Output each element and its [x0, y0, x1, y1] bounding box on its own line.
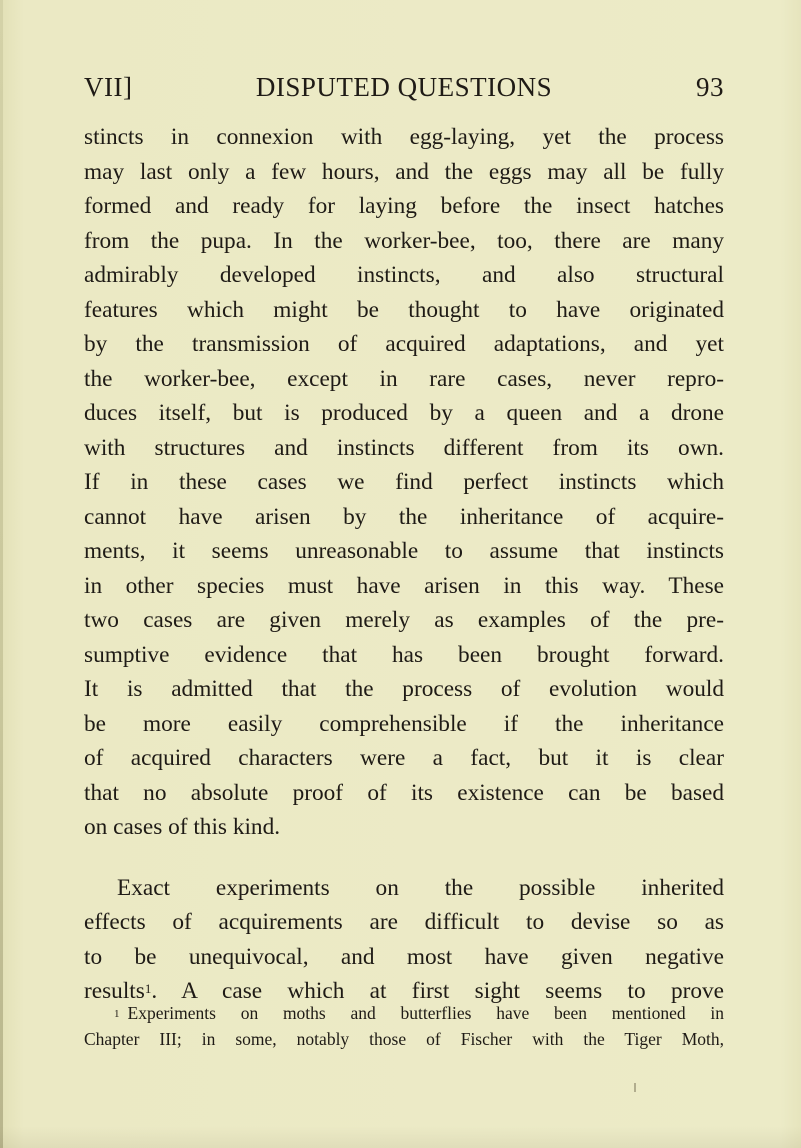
chapter-marker: VII] — [84, 72, 133, 102]
text-line: from the pupa. In the worker-bee, too, there are many — [84, 227, 724, 254]
text-line: Exact experiments on the possible inherited — [117, 874, 724, 901]
text-fragment: results — [84, 978, 145, 1004]
text-fragment: . A case which at first sight seems to prove — [151, 978, 724, 1004]
text-line: It is admitted that the process of evolution would — [84, 676, 724, 702]
paragraph-1 — [84, 120, 724, 845]
text-line: may last only a few hours, and the eggs may all be fully — [84, 158, 724, 185]
footnote-line: Chapter III; in some, notably those of Fischer with the Tiger Moth, — [84, 1029, 724, 1049]
paragraph-spacer — [84, 845, 724, 871]
running-header — [84, 72, 724, 108]
text-line: duces itself, but is produced by a queen and a drone — [84, 400, 724, 426]
text-line: on cases of this kind. — [84, 814, 281, 840]
text-line: stincts in connexion with egg-laying, yet the process — [84, 124, 724, 150]
text-line: be more easily comprehensible if the inheritance — [84, 710, 724, 737]
footnote-text: Experiments on moths and butterflies have been mentioned in — [127, 1003, 724, 1023]
text-line: with structures and instincts different from its own. — [84, 434, 724, 461]
text-line: by the transmission of acquired adaptations, and yet — [84, 331, 724, 357]
running-title: DISPUTED QUESTIONS — [255, 72, 553, 102]
footnote-line — [84, 1000, 724, 1026]
page-gutter-edge — [0, 0, 3, 1148]
page-number: 93 — [696, 72, 724, 102]
text-line: two cases are given merely as examples of the pre- — [84, 607, 724, 633]
text-line: If in these cases we find perfect instincts which — [84, 469, 724, 495]
footnote-number: 1 — [114, 1008, 120, 1020]
footnote-reference[interactable]: 1 — [144, 981, 152, 996]
text-line: the worker-bee, except in rare cases, never repro- — [84, 365, 724, 392]
text-line: to be unequivocal, and most have given negative — [84, 943, 724, 970]
text-line: admirably developed instincts, and also structural — [84, 262, 724, 288]
text-line: sumptive evidence that has been brought forward. — [84, 641, 724, 668]
footnote-block — [84, 1000, 724, 1052]
print-speck — [634, 1083, 636, 1092]
text-line: in other species must have arisen in this way. These — [84, 572, 724, 599]
page-bottom-shadow — [0, 1126, 801, 1148]
text-line: of acquired characters were a fact, but it is clear — [84, 745, 724, 771]
text-line: cannot have arisen by the inheritance of acquire- — [84, 503, 724, 530]
text-line: that no absolute proof of its existence can be based — [84, 779, 724, 806]
text-line: formed and ready for laying before the insect hatches — [84, 193, 724, 219]
body-text — [84, 120, 724, 1009]
paragraph-2 — [84, 871, 724, 1009]
text-line: ments, it seems unreasonable to assume that instincts — [84, 538, 724, 564]
text-line: features which might be thought to have originated — [84, 296, 724, 323]
text-line: effects of acquirements are difficult to devise so as — [84, 909, 724, 935]
